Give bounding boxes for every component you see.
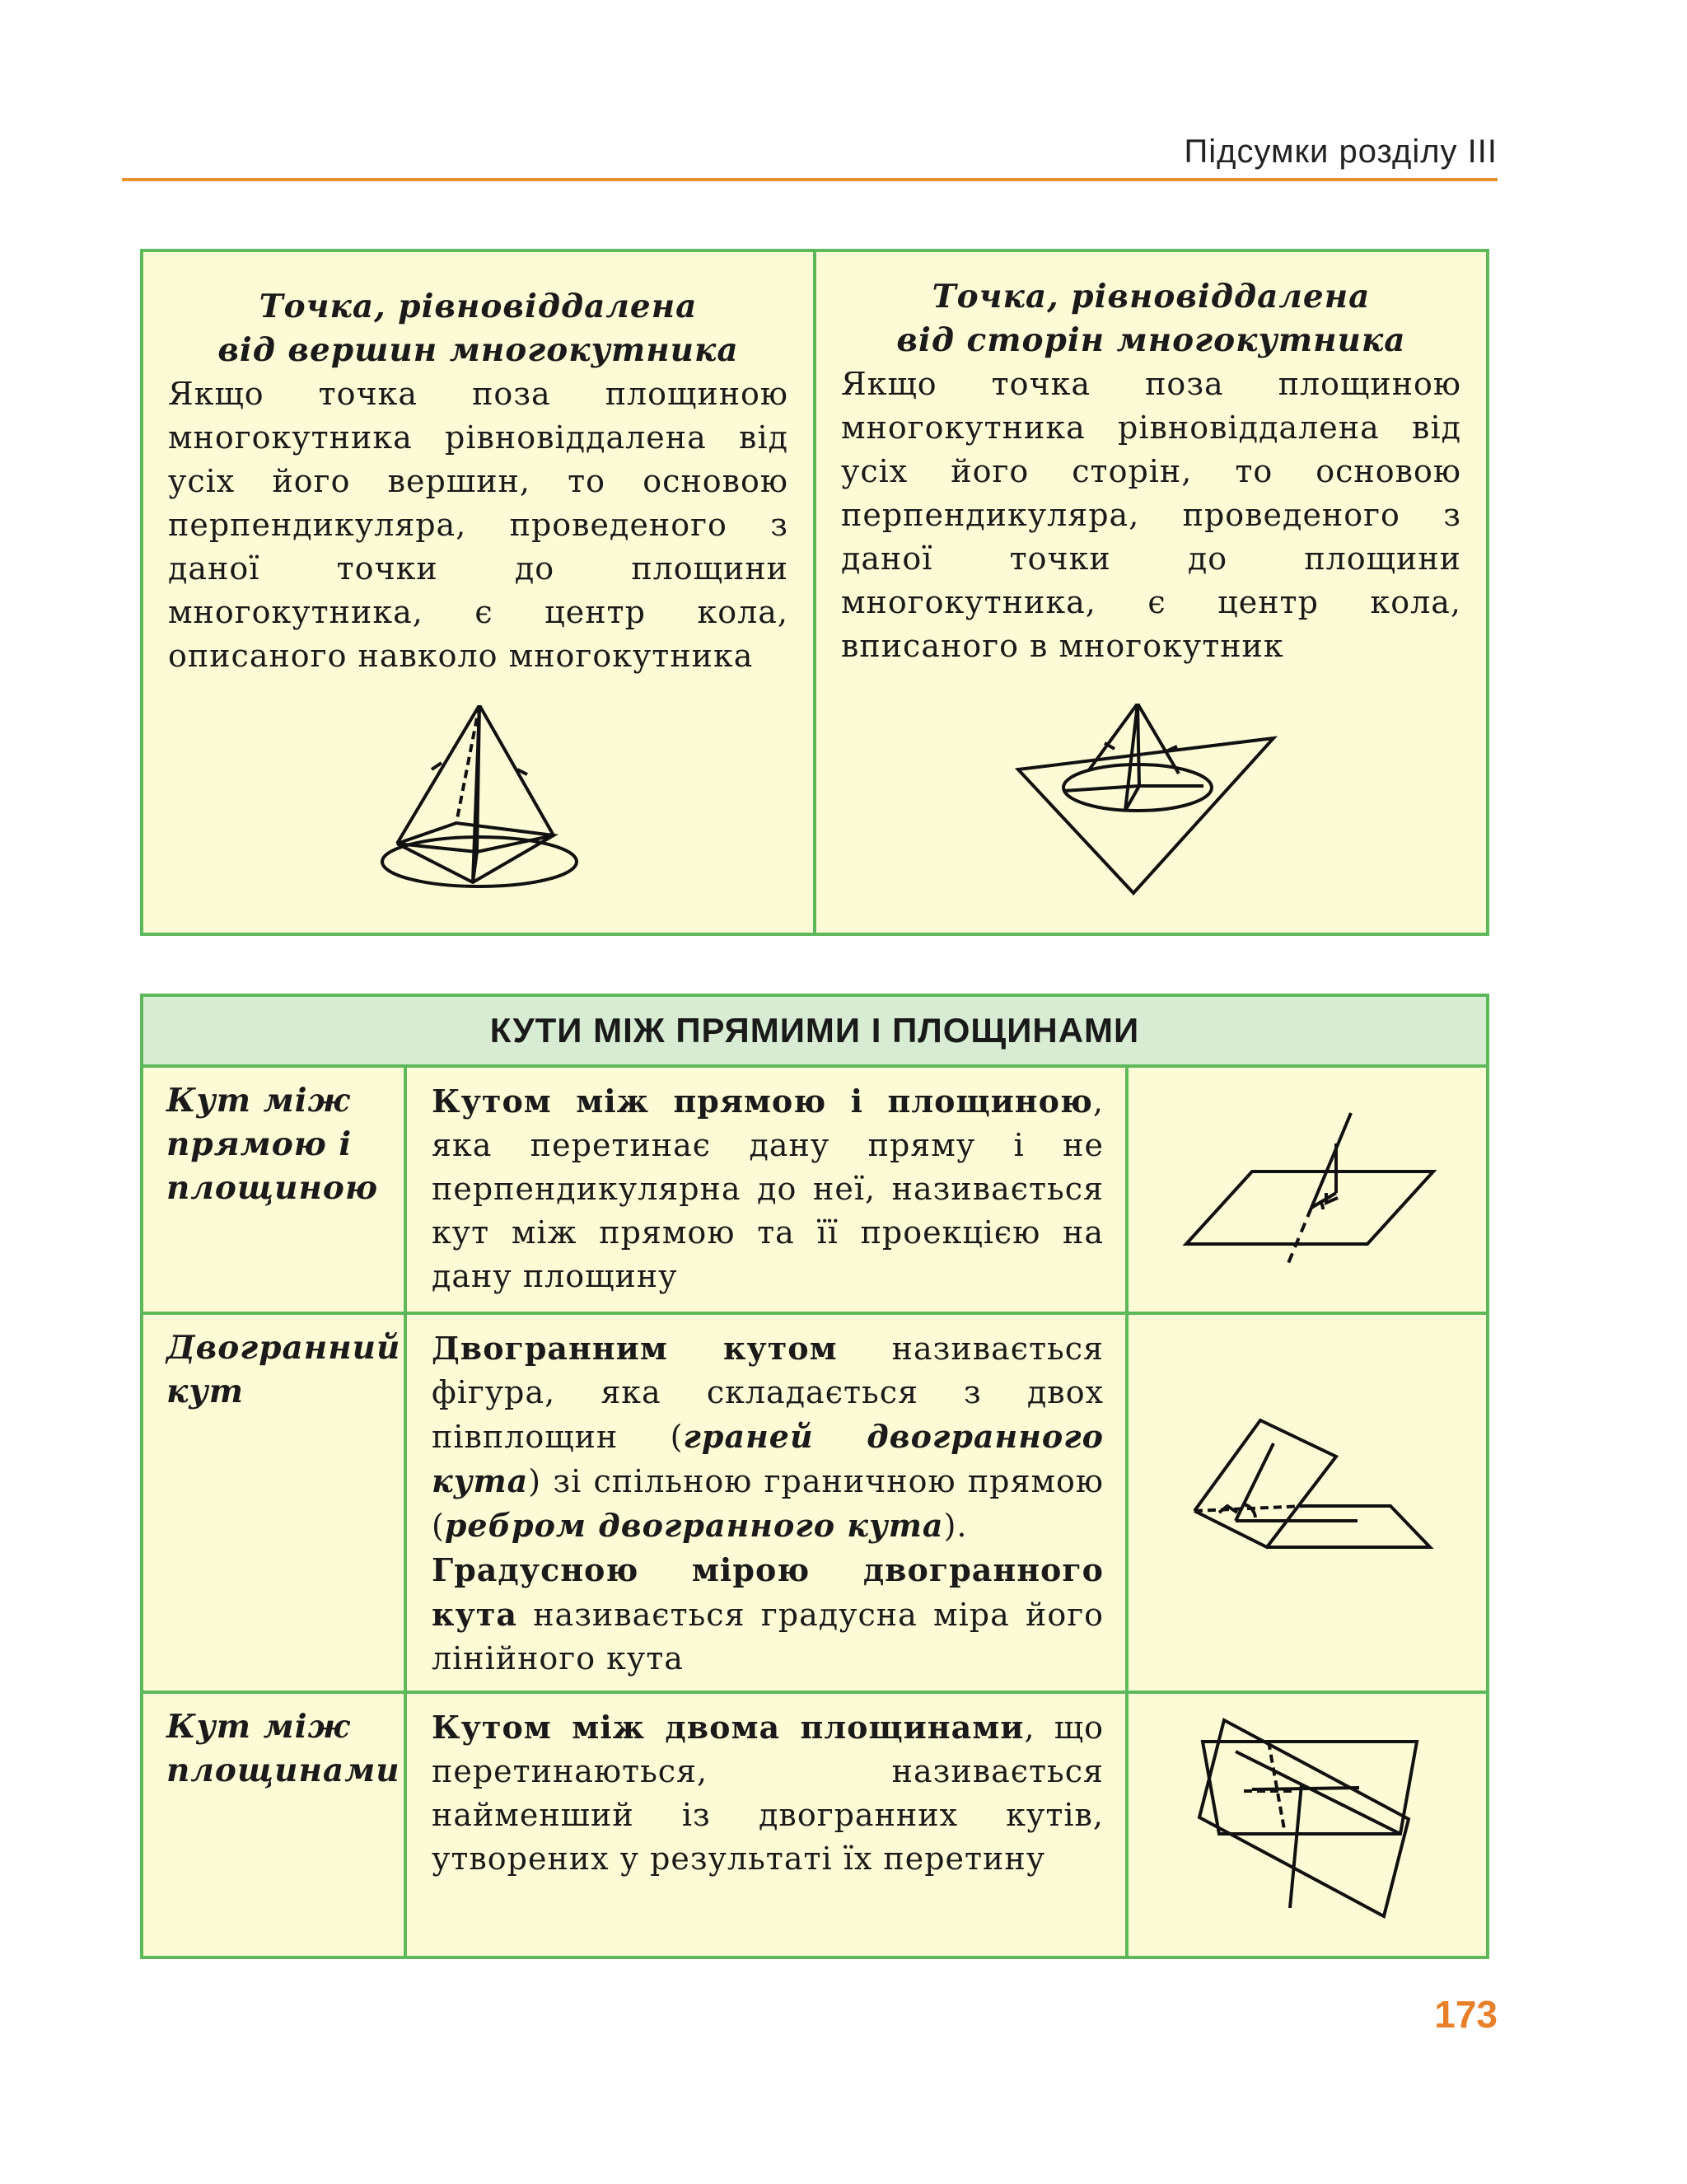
left-column-text: Якщо точка поза площиною многокутника рівновіддалена від усіх його вершин, то основою перпендикуляра, проведеного з даної точки до площини многокутника, є центр кола, описаного навколо многокутника xyxy=(168,376,788,674)
table-row xyxy=(143,1691,1486,1956)
definition-cell: Двогранним кутом називається фігура, яка складається з двох півплощин (граней двогранного кута) зі спільною граничною прямою (ребром двогранного кута). Градусною мірою двогранного кута називається градусна міра його лінійного кута xyxy=(407,1315,1129,1691)
definition-cell: Кутом між прямою і площиною, яка перетинає дану пряму і не перпендикулярна до неї, називається кут між прямою та її проекцією на дану площину xyxy=(407,1068,1129,1312)
table-title: КУТИ МІЖ ПРЯМИМИ І ПЛОЩИНАМИ xyxy=(143,997,1486,1068)
right-column xyxy=(813,252,1486,933)
page-number: 173 xyxy=(1434,1993,1498,2036)
table-row xyxy=(143,1068,1486,1312)
term-cell: Кут між прямою і площиною xyxy=(143,1068,407,1312)
definition-cell: Кутом між двома площинами, що перетинаються, називається найменший із двогранних кутів, утворених у результаті їх перетину xyxy=(407,1694,1129,1956)
plane-plane-angle-icon xyxy=(1129,1694,1483,1959)
dihedral-angle-icon xyxy=(1129,1315,1483,1694)
figure-cell xyxy=(1129,1315,1486,1691)
pyramid-circumscribed-circle-icon xyxy=(143,705,811,919)
equidistant-point-box xyxy=(140,249,1489,936)
figure-cell xyxy=(1129,1068,1486,1312)
pyramid-inscribed-circle-icon xyxy=(816,704,1484,918)
right-column-title: Точка, рівновіддалена від сторін многокутника xyxy=(896,278,1406,359)
right-column-text: Якщо точка поза площиною многокутника рівновіддалена від усіх його сторін, то основою перпендикуляра, проведеного з даної точки до площини многокутника, є центр кола, вписаного в многокутник xyxy=(841,366,1461,664)
header-rule xyxy=(122,178,1498,181)
figure-cell xyxy=(1129,1694,1486,1956)
table-row xyxy=(143,1312,1486,1691)
line-plane-angle-icon xyxy=(1129,1068,1483,1312)
term-cell: Двогранний кут xyxy=(143,1315,407,1691)
left-column-title: Точка, рівновіддалена від вершин многокутника xyxy=(217,288,739,369)
running-head: Підсумки розділу III xyxy=(1184,133,1498,170)
angles-table xyxy=(140,994,1489,1959)
left-column xyxy=(143,252,813,933)
term-cell: Кут між площинами xyxy=(143,1694,407,1956)
